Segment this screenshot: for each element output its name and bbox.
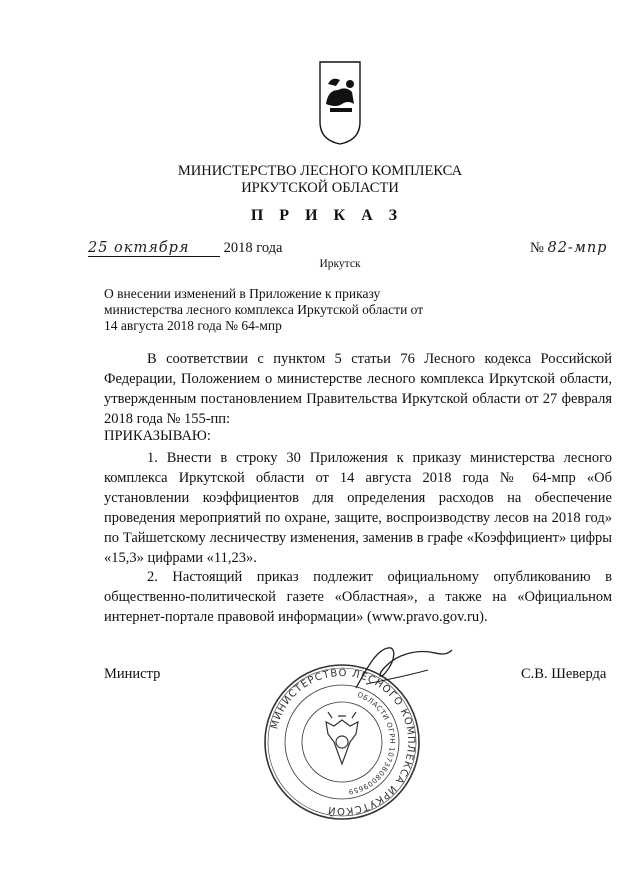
ministry-name-line-1: МИНИСТЕРСТВО ЛЕСНОГО КОМПЛЕКСА (177, 163, 463, 179)
order-word: ПРИКАЗЫВАЮ: (104, 428, 211, 444)
order-item-2: 2. Настоящий приказ подлежит официальному опубликованию в общественно-политической газете «Областная», а также на «Официальном интернет-портале правовой информации» (www.pravo.gov.ru). (104, 569, 612, 625)
handwritten-number: 82-мпр (547, 240, 608, 256)
order-item-1: 1. Внести в строку 30 Приложения к приказу министерства лесного комплекса Иркутской области от 14 августа 2018 года № 64-мпр «Об установлении коэффициентов для определения расходов на обеспечение проведения мероприятий по охране, защите, воспроизводству лесов на 2018 год» по Тайшетскому лесничеству изменения, заменив в графе «Коэффициент» цифры «15,3» цифрами «11,23». (104, 450, 612, 566)
preamble-paragraph: В соответствии с пунктом 5 статьи 76 Лесного кодекса Российской Федерации, Положением о министерстве лесного комплекса Иркутской области, утвержденным постановлением Правительства Иркутской области от 27 февраля 2018 года № 155-пп: (104, 351, 612, 427)
ministry-name-line-2: ИРКУТСКОЙ ОБЛАСТИ (241, 180, 399, 196)
signer-role: Министр (104, 666, 161, 682)
number-prefix: № (530, 240, 548, 256)
city: Иркутск (319, 258, 361, 270)
date-year: 2018 года (220, 240, 283, 256)
svg-text:ОБЛАСТИ ОГРН 1073808009659: ОБЛАСТИ ОГРН 1073808009659 (347, 690, 397, 796)
signer-name: С.В. Шеверда (521, 666, 607, 682)
order-number (530, 240, 607, 257)
order-subject: О внесении изменений в Приложение к приказу министерства лесного комплекса Иркутской области от 14 августа 2018 года № 64-мпр (104, 286, 424, 333)
svg-text:МИНИСТЕРСТВО ЛЕСНОГО КОМПЛЕКСА: МИНИСТЕРСТВО ЛЕСНОГО КОМПЛЕКСА ИРКУТСКОЙ (269, 667, 417, 817)
document-title: П Р И К А З (250, 207, 404, 224)
handwritten-date: 25 октября (88, 240, 220, 257)
handwritten-signature-icon (336, 630, 456, 710)
coat-of-arms-icon (318, 60, 362, 146)
order-date (88, 240, 282, 257)
